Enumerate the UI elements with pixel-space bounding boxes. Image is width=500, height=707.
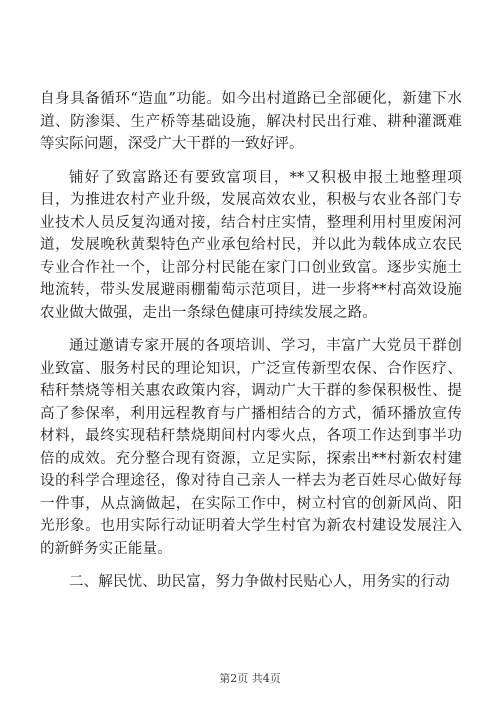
paragraph-industry-project: 铺好了致富路还有要致富项目，**又积极申报土地整理项目，为推进农村产业升级，发展高效农业，积极与农业各部门专业技术人员反复沟通对接，结合村庄实情，整理利用村里废闲河道，发展晚秋黄梨特色产业承包给村民，并以此为载体成立农民专业合作社一个，让部分村民能在家门口创业致富。逐步实施土地流转，带头发展避雨棚葡萄示范项目，进一步将**村高效设施农业做大做强，走出一条绿色健康可持续发展之路。 (40, 169, 462, 321)
paragraph-continuation: 自身具备循环“造血”功能。如今出村道路已全部硬化，新建下水道、防渗渠、生产桥等基础设施，解决村民出行难、耕种灌溉难等实际问题，深受广大干群的一致好评。 (40, 91, 462, 152)
section-heading-two: 二、解民忧、助民富，努力争做村民贴心人，用务实的行动 (69, 574, 450, 590)
paragraph-training: 通过邀请专家开展的各项培训、学习，丰富广大党员干群创业致富、服务村民的理论知识，广泛宣传新型农保、合作医疗、秸秆禁烧等相关惠农政策内容，调动广大干群的参保积极性、提高了参保率，利用远程教育与广播相结合的方式，循环播放宣传材料，最终实现秸秆禁烧期间村内零火点，各项工作达到事半功倍的成效。充分整合现有资源，立足实际，探索出**村新农村建设的科学合理途径，像对待自己亲人一样去为老百姓尽心做好每一件事，从点滴做起，在实际工作中，树立村官的创新风尚、阳光形象。也用实际行动证明着大学生村官为新农村建设发展注入的新鲜务实正能量。 (40, 338, 462, 557)
document-body (40, 88, 462, 594)
page-footer: 第2页 共4页 (219, 672, 281, 685)
